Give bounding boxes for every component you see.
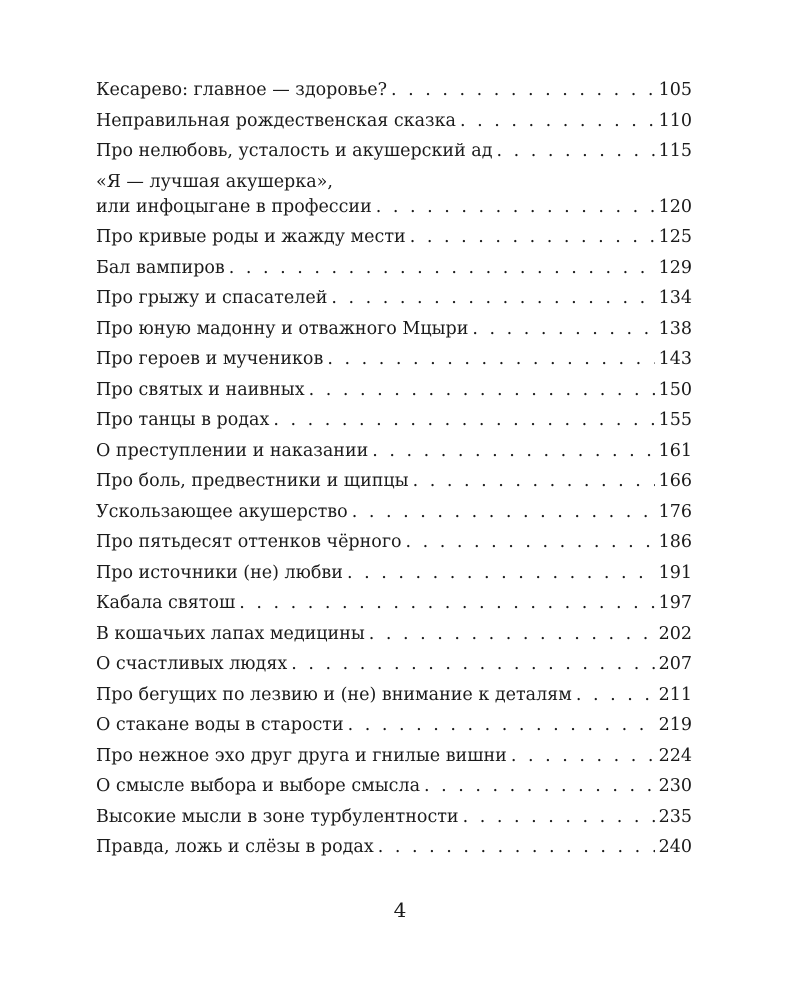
- dot-leader: [410, 225, 655, 250]
- toc-entry[interactable]: [96, 286, 692, 311]
- toc-entry-title: Про бегущих по лезвию и (не) внимание к деталям: [96, 684, 572, 705]
- toc-entry[interactable]: [96, 109, 692, 134]
- toc-entry-page: 211: [658, 684, 692, 705]
- toc-entry-title: Про нелюбовь, усталость и акушерский ад: [96, 141, 493, 161]
- dot-leader: [309, 378, 655, 403]
- toc-entry-title: Про пятьдесят оттенков чёрного: [96, 532, 402, 552]
- toc-entry-title: Про кривые роды и жажду мести: [96, 227, 406, 247]
- toc-entry-page: 207: [658, 654, 692, 674]
- dot-leader: [369, 622, 655, 647]
- toc-entry[interactable]: [96, 170, 692, 220]
- dot-leader: [347, 561, 655, 586]
- toc-entry-title: О преступлении и наказании: [96, 440, 369, 461]
- toc-entry-page: 155: [658, 410, 692, 430]
- toc-entry-page: 143: [658, 349, 692, 369]
- dot-leader: [391, 78, 655, 103]
- toc-entry-title: О стакане воды в старости: [96, 715, 344, 735]
- toc-entry-page: 166: [658, 471, 692, 491]
- toc-entry-title: Высокие мысли в зоне турбулентности: [96, 806, 459, 827]
- toc-entry[interactable]: [96, 78, 692, 103]
- toc-entry-title: О смысле выбора и выборе смысла: [96, 776, 421, 796]
- toc-entry-page: 191: [658, 562, 692, 583]
- dot-leader: [472, 317, 654, 342]
- dot-leader: [229, 256, 655, 281]
- toc-entry[interactable]: [96, 713, 692, 738]
- toc-entry-title: Про танцы в родах: [96, 410, 270, 430]
- toc-entry[interactable]: [96, 683, 692, 708]
- toc-entry-title: Ускользающее акушерство: [96, 501, 348, 522]
- toc-entry-title: Неправильная рождественская сказка: [96, 110, 456, 131]
- toc-entry-title: Правда, ложь и слёзы в родах: [96, 837, 374, 857]
- dot-leader: [352, 500, 655, 525]
- toc-entry-title: Кабала святош: [96, 593, 236, 613]
- table-of-contents: [96, 78, 692, 866]
- toc-entry[interactable]: [96, 408, 692, 433]
- toc-entry-page: 176: [658, 501, 692, 522]
- toc-entry-title: Кесарево: главное — здоровье?: [96, 80, 388, 100]
- toc-entry-page: 230: [658, 776, 692, 796]
- dot-leader: [376, 195, 655, 220]
- toc-entry-page: 120: [658, 196, 692, 217]
- toc-entry[interactable]: [96, 317, 692, 342]
- toc-entry[interactable]: [96, 500, 692, 525]
- toc-entry-page: 115: [658, 141, 692, 161]
- toc-entry-page: 161: [658, 440, 692, 461]
- toc-entry-title: или инфоцыгане в профессии: [96, 196, 372, 217]
- toc-entry-title: Про источники (не) любви: [96, 562, 343, 583]
- toc-entry-page: 240: [658, 837, 692, 857]
- toc-entry[interactable]: [96, 561, 692, 586]
- toc-entry-page: 202: [658, 623, 692, 644]
- toc-entry-page: 197: [658, 593, 692, 613]
- toc-entry-page: 129: [658, 257, 692, 278]
- dot-leader: [576, 683, 655, 708]
- toc-entry-page: 125: [658, 227, 692, 247]
- toc-entry[interactable]: [96, 835, 692, 860]
- page-number: 4: [393, 898, 407, 922]
- toc-entry-page: 186: [658, 532, 692, 552]
- toc-entry[interactable]: [96, 805, 692, 830]
- toc-entry-title-line1: «Я — лучшая акушерка»,: [96, 171, 333, 192]
- dot-leader: [239, 591, 654, 616]
- dot-leader: [460, 109, 655, 134]
- dot-leader: [273, 408, 654, 433]
- toc-entry[interactable]: [96, 439, 692, 464]
- toc-entry-page: 134: [658, 288, 692, 308]
- toc-entry[interactable]: [96, 652, 692, 677]
- toc-entry-page: 224: [658, 745, 692, 766]
- dot-leader: [497, 139, 655, 164]
- toc-entry[interactable]: [96, 591, 692, 616]
- dot-leader: [331, 286, 654, 311]
- dot-leader: [372, 439, 654, 464]
- toc-entry-title: Про святых и наивных: [96, 379, 305, 400]
- dot-leader: [291, 652, 654, 677]
- dot-leader: [511, 744, 655, 769]
- dot-leader: [327, 347, 654, 372]
- toc-entry-page: 105: [658, 80, 692, 100]
- toc-entry[interactable]: [96, 225, 692, 250]
- toc-entry[interactable]: [96, 469, 692, 494]
- toc-entry[interactable]: [96, 774, 692, 799]
- toc-entry-title: Про боль, предвестники и щипцы: [96, 471, 409, 491]
- dot-leader: [424, 774, 655, 799]
- dot-leader: [463, 805, 655, 830]
- toc-entry-title: Бал вампиров: [96, 257, 225, 278]
- toc-entry-page: 235: [658, 806, 692, 827]
- toc-entry[interactable]: [96, 347, 692, 372]
- toc-entry[interactable]: [96, 530, 692, 555]
- dot-leader: [378, 835, 655, 860]
- dot-leader: [348, 713, 655, 738]
- toc-entry-page: 138: [658, 318, 692, 339]
- toc-entry-page: 219: [658, 715, 692, 735]
- toc-entry-title: Про грыжу и спасателей: [96, 288, 328, 308]
- toc-entry-title: Про нежное эхо друг друга и гнилые вишни: [96, 745, 507, 766]
- toc-entry[interactable]: [96, 622, 692, 647]
- toc-entry-page: 110: [658, 110, 692, 131]
- toc-entry[interactable]: [96, 744, 692, 769]
- toc-entry[interactable]: [96, 139, 692, 164]
- toc-entry[interactable]: [96, 256, 692, 281]
- dot-leader: [406, 530, 655, 555]
- toc-entry-page: 150: [658, 379, 692, 400]
- toc-entry-title: В кошачьих лапах медицины: [96, 623, 365, 644]
- toc-entry-title: Про героев и мучеников: [96, 349, 324, 369]
- dot-leader: [413, 469, 655, 494]
- toc-entry[interactable]: [96, 378, 692, 403]
- toc-entry-title: О счастливых людях: [96, 654, 288, 674]
- toc-entry-title: Про юную мадонну и отважного Мцыри: [96, 318, 469, 339]
